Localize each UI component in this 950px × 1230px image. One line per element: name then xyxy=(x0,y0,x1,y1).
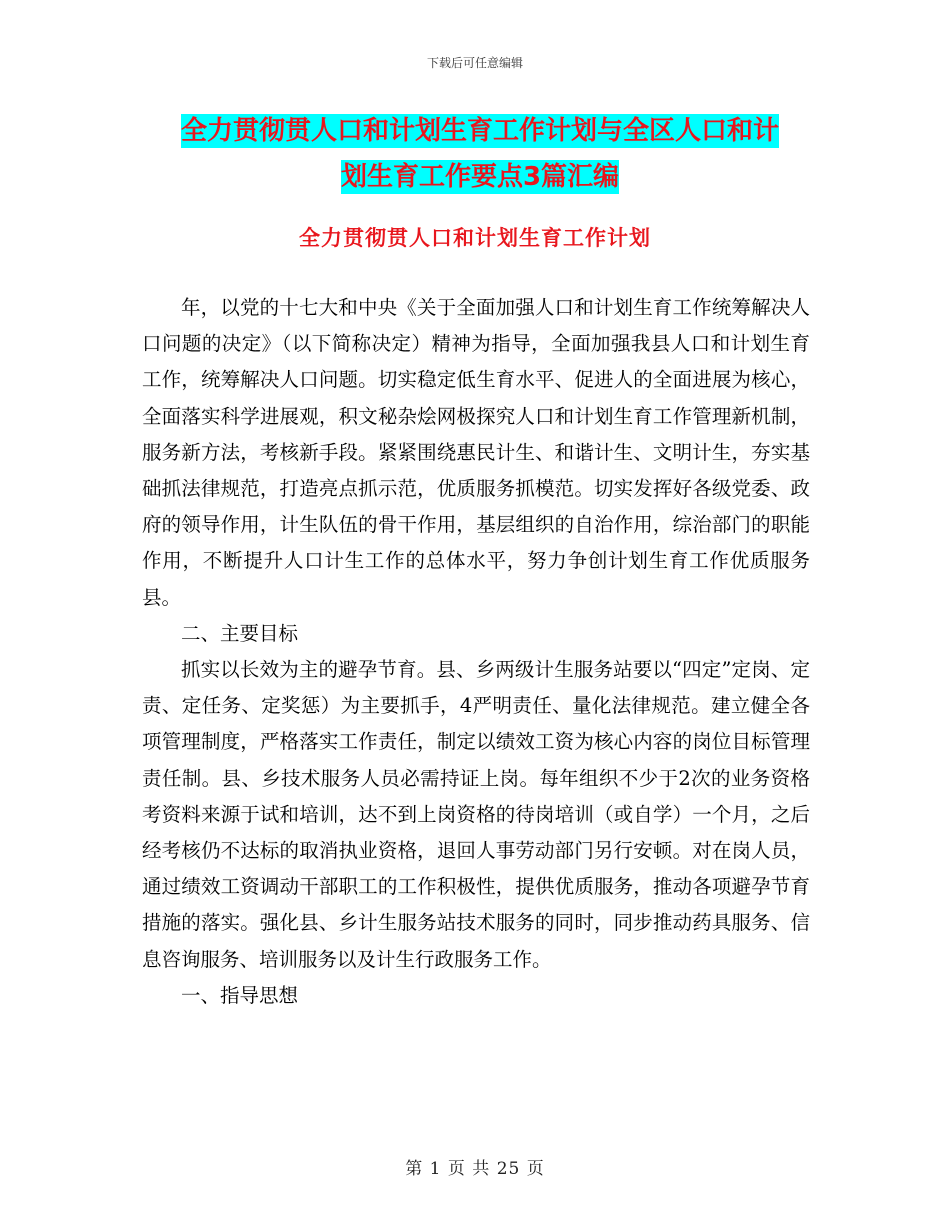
heading-main-goals: 二、主要目标 xyxy=(181,621,299,645)
paragraph-intro: 年，以党的十七大和中央《关于全面加强人口和计划生育工作统筹解决人口问题的决定》（以下简称决定）精神为指导，全面加强我县人口和计划生育工作，统筹解决人口问题。切实稳定低生育水平、促进人的全面进展为核心，全面落实科学进展观，积文秘杂烩网极探究人口和计划生育工作管理新机制，服务新方法，考核新手段。紧紧围绕惠民计生、和谐计生、文明计生，夯实基础抓法律规范，打造亮点抓示范，优质服务抓模范。切实发挥好各级党委、政府的领导作用，计生队伍的骨干作用，基层组织的自治作用，综治部门的职能作用，不断提升人口计生工作的总体水平，努力争创计划生育工作优质服务县。 xyxy=(142,296,810,609)
page-number: 第 1 页 共 25 页 xyxy=(405,1159,545,1179)
document-title-line-2: 划生育工作要点3篇汇编 xyxy=(340,162,620,192)
document-title xyxy=(150,108,810,200)
paragraph-goals: 抓实以长效为主的避孕节育。县、乡两级计生服务站要以“四定”定岗、定责、定任务、定奖惩）为主要抓手，4严明责任、量化法律规范。建立健全各项管理制度，严格落实工作责任，制定以绩效工资为核心内容的岗位目标管理责任制。县、乡技术服务人员必需持证上岗。每年组织不少于2次的业务资格考资料来源于试和培训，达不到上岗资格的待岗培训（或自学）一个月，之后经考核仍不达标的取消执业资格，退回人事劳动部门另行安顿。对在岗人员，通过绩效工资调动干部职工的工作积极性，提供优质服务，推动各项避孕节育措施的落实。强化县、乡计生服务站技术服务的同时，同步推动药具服务、信息咨询服务、培训服务以及计生行政服务工作。 xyxy=(142,658,810,971)
document-title-line-1: 全力贯彻贯人口和计划生育工作计划与全区人口和计 xyxy=(180,116,779,146)
heading-guiding-thought: 一、指导思想 xyxy=(181,983,299,1007)
body-text xyxy=(142,290,810,1014)
section-title: 全力贯彻贯人口和计划生育工作计划 xyxy=(299,226,651,250)
page-header-note: 下载后可任意编辑 xyxy=(426,56,523,70)
